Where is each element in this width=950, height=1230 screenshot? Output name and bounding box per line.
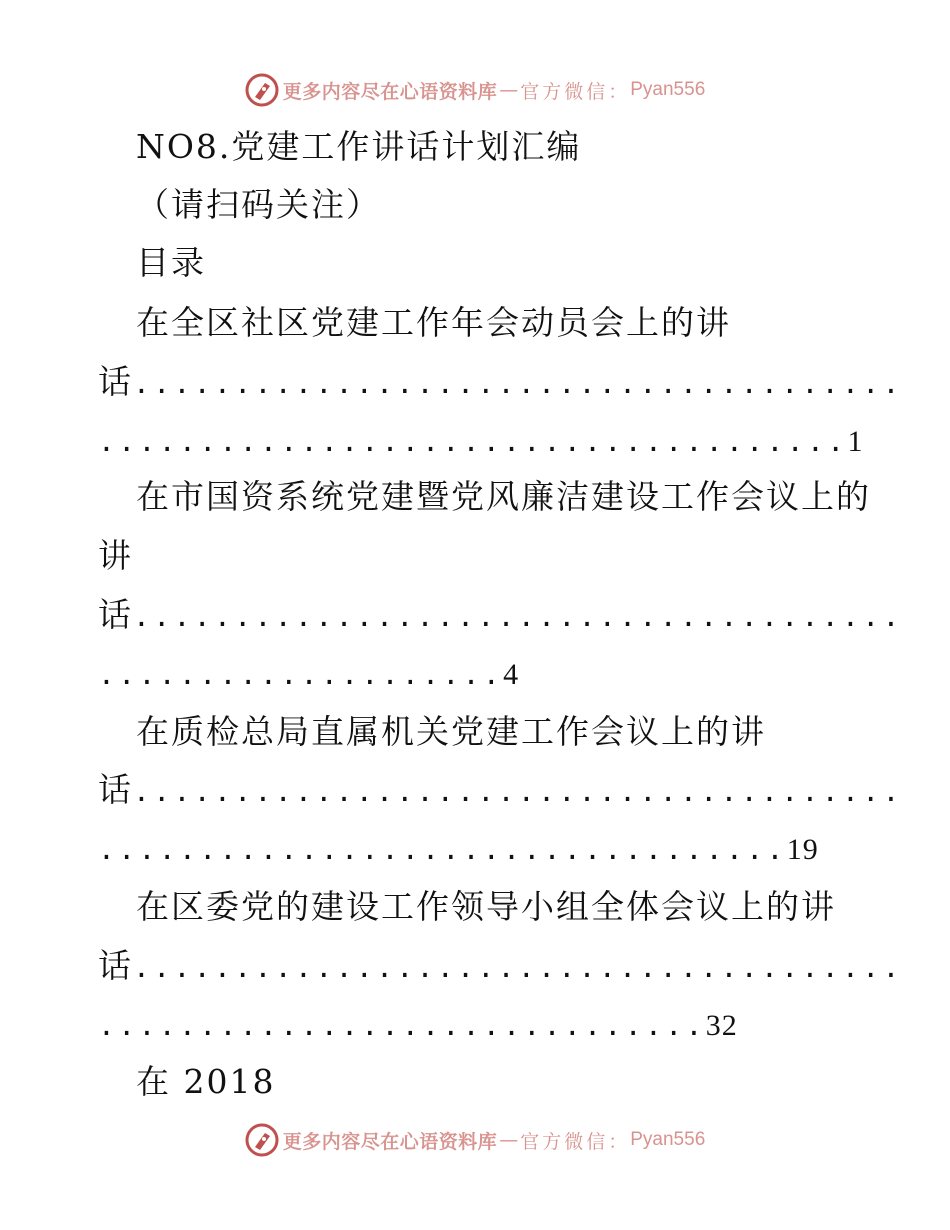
watermark-account: Pyan556 (630, 1129, 706, 1150)
toc-entry-leader (0, 937, 950, 995)
toc-entry-leader-end (0, 644, 950, 702)
document-subtitle: （请扫码关注） (136, 185, 381, 224)
toc-dot-leader: ...................................... (133, 600, 903, 633)
watermark-account: Pyan556 (630, 79, 706, 100)
header-watermark (0, 70, 950, 110)
toc-dot-leader: ...................................... (133, 367, 903, 400)
toc-page-number[interactable]: 1 (847, 425, 864, 458)
watermark-main-text: 更多内容尽在心语资料库 (282, 80, 498, 103)
toc-page-number[interactable]: 19 (786, 833, 819, 866)
footer-watermark (0, 1120, 950, 1160)
pen-nib-logo-icon (245, 1123, 279, 1157)
pen-nib-logo-icon (245, 73, 279, 107)
watermark-separator: — (499, 1129, 519, 1151)
toc-dot-leader: .............................. (98, 1009, 706, 1042)
toc-dot-leader: ...................................... (133, 775, 903, 808)
toc-entry-title[interactable]: 在全区社区党建工作年会动员会上的讲 (136, 303, 731, 342)
toc-entry-leader (0, 353, 950, 411)
toc-entry-title-partial: 在 2018 (136, 1062, 276, 1101)
toc-entry-wrap: 话 (98, 595, 133, 634)
toc-dot-leader: .................................. (98, 833, 787, 866)
toc-entry-leader (0, 761, 950, 819)
toc-dot-leader: ..................................... (98, 425, 848, 458)
toc-entry-wrap: 话 (98, 362, 133, 401)
watermark-sub-text: 官方微信： (520, 80, 631, 103)
toc-dot-leader: .................... (98, 658, 504, 691)
toc-entry-leader-end (0, 411, 950, 469)
toc-entry-title[interactable]: 在质检总局直属机关党建工作会议上的讲 (136, 712, 766, 751)
toc-entry-leader-end (0, 995, 950, 1053)
watermark-main-text: 更多内容尽在心语资料库 (282, 1130, 498, 1153)
toc-page-number[interactable]: 4 (503, 658, 520, 691)
toc-dot-leader: ...................................... (133, 951, 903, 984)
toc-entry-leader-end (0, 819, 950, 877)
watermark-separator: — (499, 79, 519, 101)
toc-entry-wrap: 话 (98, 946, 133, 985)
toc-page-number[interactable]: 32 (705, 1009, 738, 1042)
toc-entry-leader (0, 586, 950, 644)
toc-entry-wrap: 话 (98, 770, 133, 809)
toc-entry-wrap-extra: 讲 (98, 536, 133, 575)
toc-entry-title[interactable]: 在区委党的建设工作领导小组全体会议上的讲 (136, 887, 836, 926)
toc-heading: 目录 (136, 243, 206, 282)
document-title: NO8.党建工作讲话计划汇编 (136, 127, 582, 166)
watermark-sub-text: 官方微信： (520, 1130, 631, 1153)
toc-entry-title[interactable]: 在市国资系统党建暨党风廉洁建设工作会议上的 (136, 477, 871, 516)
